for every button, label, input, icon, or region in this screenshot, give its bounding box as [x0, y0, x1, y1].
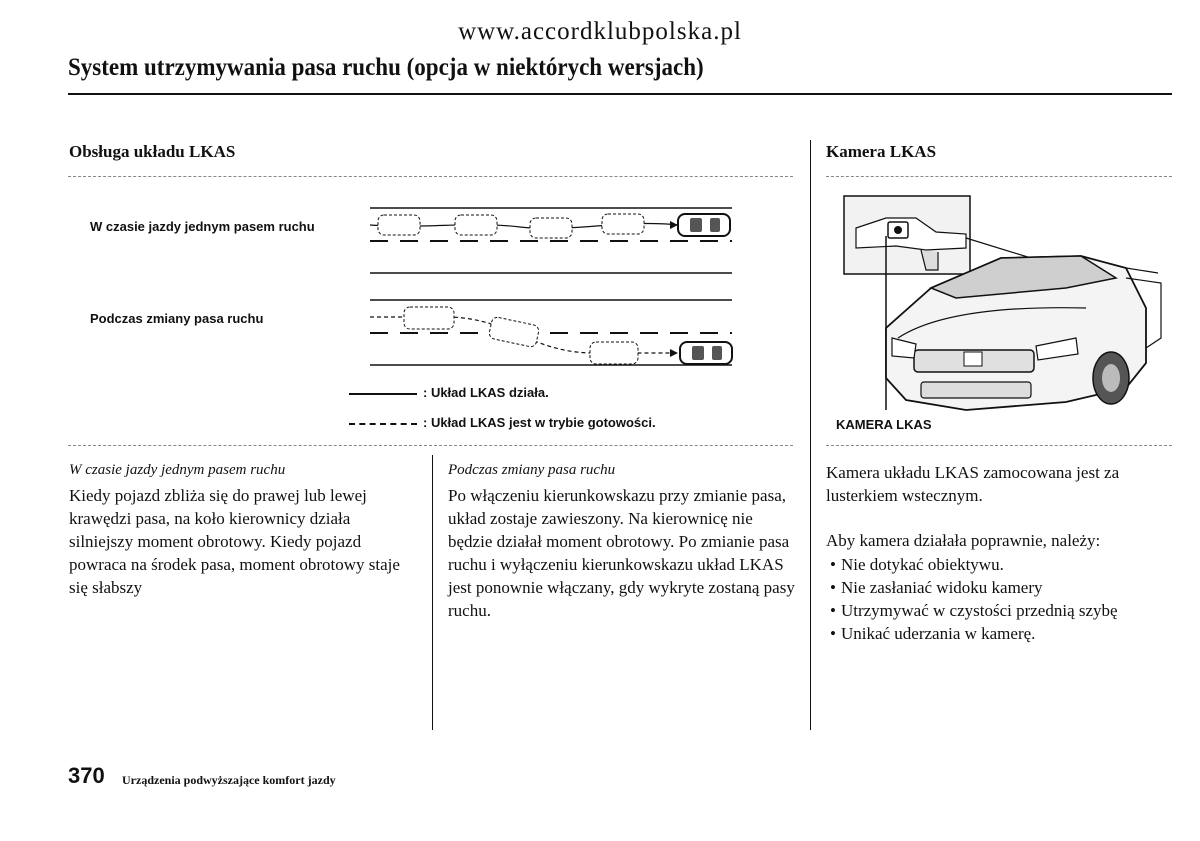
camera-care-list — [830, 553, 1118, 645]
car-ghost-icon — [590, 342, 638, 364]
camera-figure-border-bottom — [826, 445, 1172, 446]
car-ghost-icon — [602, 214, 644, 234]
lane-keeping-diagram — [340, 195, 740, 375]
col2-body: Po włączeniu kierunkowskazu przy zmianie pasa, układ zostaje zawieszony. Na kierownicę nie będzie działał moment obrotowy. Po zmianie pasa ruchu i wyłączeniu kierunkowskazu układ LKAS jest ponownie włączany, gdy wykryte zostaną pasy ruchu. — [448, 486, 795, 620]
lane-change-scene — [370, 300, 732, 365]
single-lane-scene — [370, 208, 732, 273]
list-item: • Unikać uderzania w kamerę. — [830, 622, 1118, 645]
diagram-label-single-lane: W czasie jazdy jednym pasem ruchu — [90, 219, 315, 234]
list-item: • Nie zasłaniać widoku kamery — [830, 576, 1118, 599]
figure-border-top — [68, 176, 793, 177]
car-icon — [680, 342, 732, 364]
camera-figure-border-top — [826, 176, 1172, 177]
legend-standby: : Układ LKAS jest w trybie gotowości. — [423, 415, 656, 430]
col1-body: Kiedy pojazd zbliża się do prawej lub lewej krawędzi pasa, na koło kierownicy działa silniejszy moment obrotowy. Kiedy pojazd powraca na środek pasa, moment obrotowy staje się słabszy — [69, 486, 400, 597]
section-heading-lkas-camera: Kamera LKAS — [826, 142, 937, 161]
legend-solid-line — [349, 393, 417, 395]
col2-subheading: Podczas zmiany pasa ruchu — [448, 462, 616, 478]
legend-dashed-line — [349, 423, 417, 425]
col3-body: Kamera układu LKAS zamocowana jest za lusterkiem wstecznym. — [826, 463, 1120, 505]
car-illustration — [886, 256, 1161, 410]
site-url: www.accordklubpolska.pl — [458, 18, 742, 45]
brand-emblem-icon — [964, 352, 982, 366]
bumper-intake — [921, 382, 1031, 398]
car-ghost-icon — [378, 215, 420, 235]
car-ghost-icon — [455, 215, 497, 235]
car-icon — [678, 214, 730, 236]
camera-label: KAMERA LKAS — [836, 417, 932, 432]
footer-section-title: Urządzenia podwyższające komfort jazdy — [122, 773, 336, 787]
page-title: System utrzymywania pasa ruchu (opcja w niektórych wersjach) — [68, 54, 704, 81]
list-item: • Nie dotykać obiektywu. — [830, 553, 1118, 576]
legend-active: : Układ LKAS działa. — [423, 385, 549, 400]
car-ghost-icon — [404, 307, 454, 329]
col3-intro: Aby kamera działała poprawnie, należy: — [826, 531, 1101, 550]
page-number: 370 — [68, 763, 105, 788]
diagram-label-lane-change: Podczas zmiany pasa ruchu — [90, 311, 264, 326]
car-ghost-icon — [530, 218, 572, 238]
car-ghost-icon — [488, 316, 540, 347]
col1-subheading: W czasie jazdy jednym pasem ruchu — [69, 462, 286, 478]
windshield-inset — [844, 196, 970, 274]
column-divider-left — [432, 455, 433, 730]
column-divider-right — [810, 140, 811, 730]
list-item: • Utrzymywać w czystości przednią szybę — [830, 599, 1118, 622]
title-divider — [68, 93, 1172, 95]
lkas-camera-illustration — [826, 188, 1172, 438]
section-heading-lkas-operation: Obsługa układu LKAS — [69, 142, 236, 161]
figure-border-bottom — [68, 445, 793, 446]
